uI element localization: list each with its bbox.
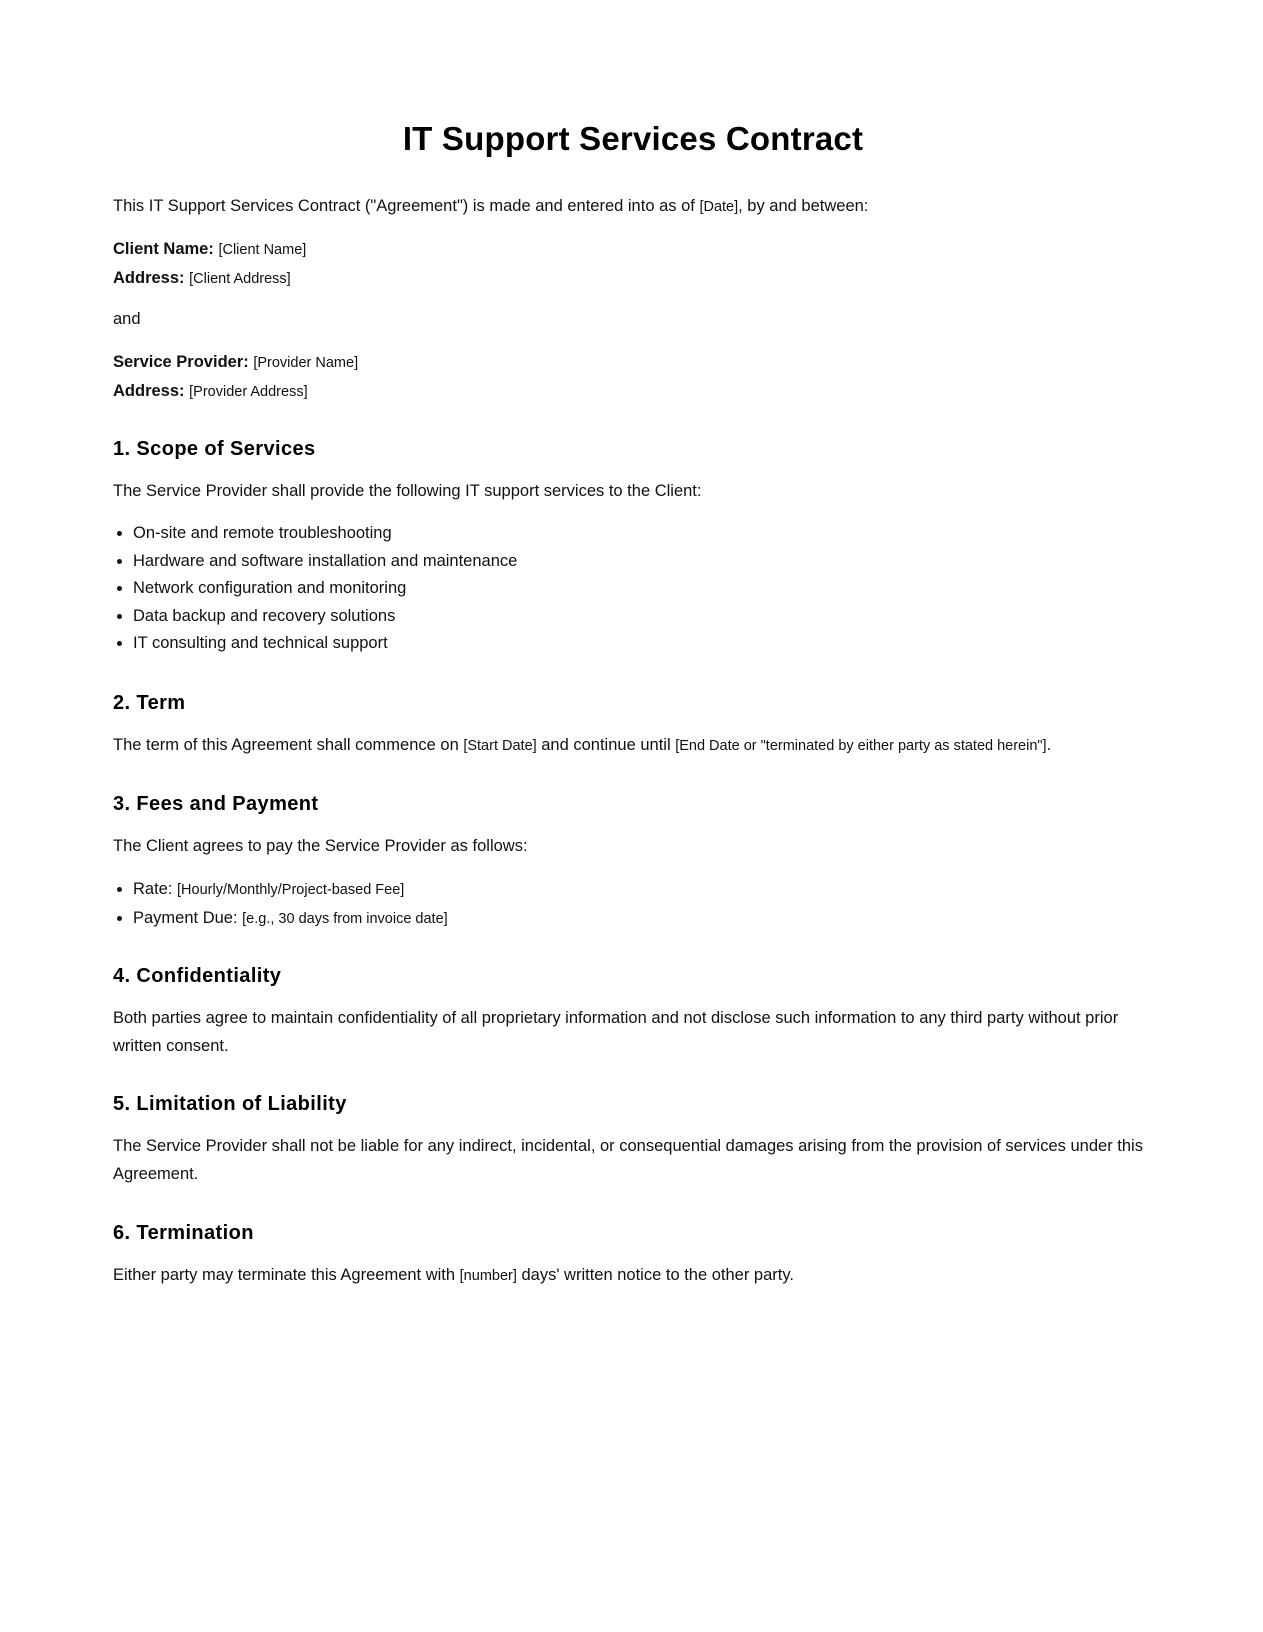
and-text: and [113,310,141,328]
section-text: The Service Provider shall provide the following IT support services to the Client: [113,482,702,500]
client-name-value: [Client Name] [218,242,307,258]
section-heading: 2. Term [113,692,186,714]
list-item: • Data backup and recovery solutions [133,603,1153,631]
payment-due-value: [e.g., 30 days from invoice date] [242,910,448,927]
term-text-middle: and continue until [536,736,676,754]
scope-intro [113,477,1153,505]
section-text: The Client agrees to pay the Service Provider as follows: [113,837,528,855]
section-heading: 4. Confidentiality [113,965,282,987]
section-scope [113,438,1153,461]
fees-list [113,876,1153,933]
section-heading: 5. Limitation of Liability [113,1093,347,1115]
rate-label: Rate: [133,880,178,898]
fees-intro [113,832,1153,860]
section-heading: 6. Termination [113,1222,254,1244]
section-heading: 1. Scope of Services [113,438,316,460]
provider-address-label: Address: [113,382,185,400]
end-date-placeholder: [End Date or "terminated by either party as stated herein"] [675,738,1047,754]
section-term [113,692,1153,715]
rate-value: [Hourly/Monthly/Project-based Fee] [177,882,405,898]
list-item: • On-site and remote troubleshooting [133,520,1153,548]
section-termination [113,1222,1153,1245]
term-text-end: . [1046,736,1052,754]
confidentiality-paragraph [113,1004,1153,1060]
client-name-label: Client Name: [113,240,214,258]
provider-info [113,348,1153,406]
list-item: • Hardware and software installation and maintenance [133,548,1153,576]
start-date-placeholder: [Start Date] [463,738,537,754]
section-fees [113,793,1153,816]
client-address-label: Address: [113,269,185,287]
section-confidentiality [113,965,1153,988]
list-item: • Network configuration and monitoring [133,575,1153,603]
list-item: • IT consulting and technical support [133,630,1153,658]
list-item [133,876,1153,905]
client-address-value: [Client Address] [189,271,291,287]
provider-address-value: [Provider Address] [189,384,308,400]
client-info [113,235,1153,293]
provider-name-value: [Provider Name] [253,355,359,371]
intro-paragraph [113,192,1153,221]
termination-text-end: days' written notice to the other party. [516,1266,794,1284]
liability-paragraph [113,1132,1153,1188]
section-text: The Service Provider shall not be liable for any indirect, incidental, or consequential damages arising from the provision of services under this Agreement. [113,1137,1143,1183]
date-placeholder: [Date] [699,199,739,215]
and-paragraph [113,305,1153,333]
payment-due-label: Payment Due: [133,908,243,927]
termination-text: Either party may terminate this Agreement with [113,1266,460,1284]
intro-text-end: , by and between: [738,197,869,215]
termination-paragraph [113,1261,1153,1290]
term-text: The term of this Agreement shall commence on [113,736,464,754]
section-heading: 3. Fees and Payment [113,793,319,815]
number-placeholder: [number] [459,1268,517,1284]
scope-list [113,520,1153,658]
intro-text: This IT Support Services Contract ("Agreement") is made and entered into as of [113,197,700,215]
section-liability [113,1093,1153,1116]
document-title: IT Support Services Contract [402,120,864,157]
term-paragraph [113,731,1153,760]
provider-name-label: Service Provider: [113,353,249,371]
list-item [133,905,1153,934]
section-text: Both parties agree to maintain confidentiality of all proprietary information and not disclose such information to any third party without prior written consent. [113,1009,1119,1055]
